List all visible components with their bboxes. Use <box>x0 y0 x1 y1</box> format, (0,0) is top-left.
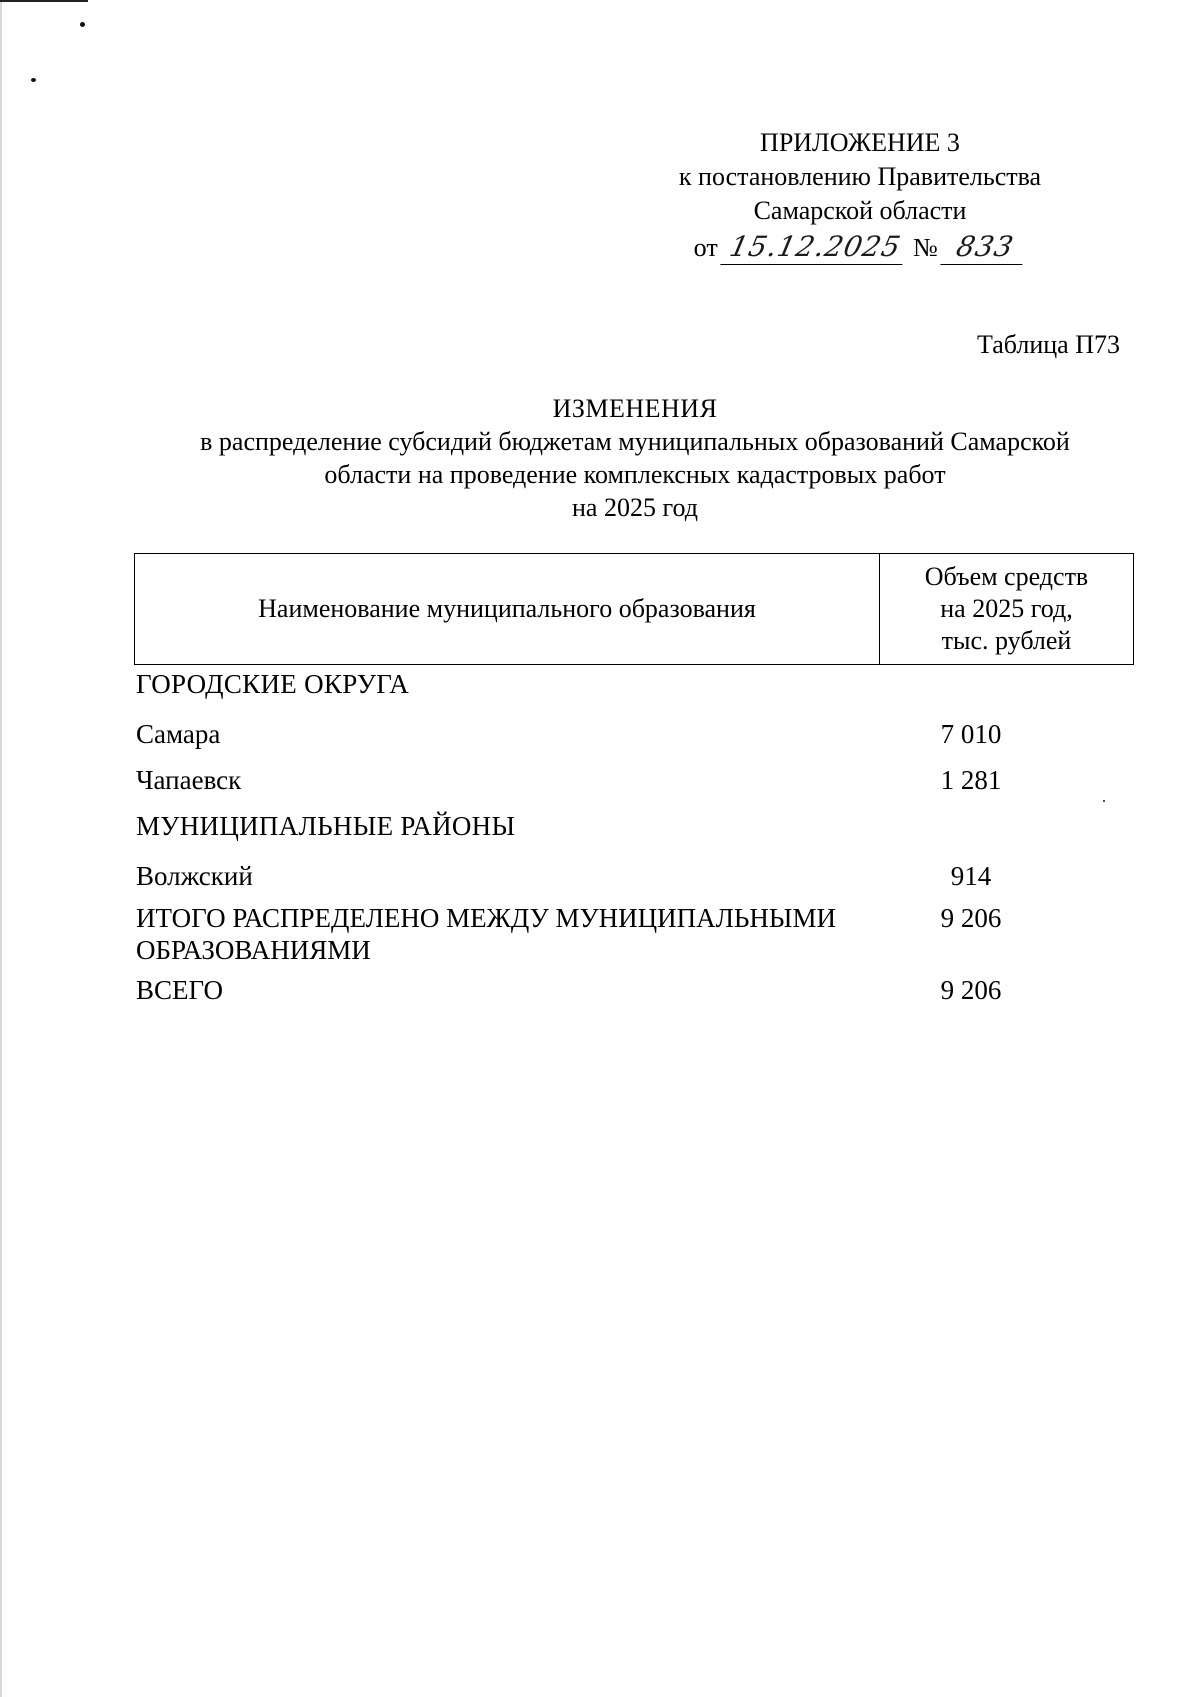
table-header <box>134 553 1134 665</box>
date-prefix: от <box>693 233 718 262</box>
appendix-title: ПРИЛОЖЕНИЕ 3 <box>760 128 960 157</box>
appendix-line-2: Самарской области <box>753 196 967 225</box>
row-value: 7 010 <box>940 719 1002 749</box>
header-amount-cell <box>880 554 1133 664</box>
row-name: Самара <box>136 719 221 749</box>
appendix-line-1: к постановлению Правительства <box>678 162 1042 191</box>
appendix-sign-line <box>600 230 1120 265</box>
row-value: 9 206 <box>940 975 1002 1005</box>
table-body <box>136 668 1136 1014</box>
table-row <box>136 902 1136 974</box>
header-amount-line: тыс. рублей <box>941 626 1072 655</box>
table-row <box>136 764 1136 810</box>
page-edge <box>0 0 2 1697</box>
row-value: 9 206 <box>940 903 1002 933</box>
row-value: 1 281 <box>940 765 1002 795</box>
table-label: Таблица П73 <box>977 330 1120 359</box>
row-value: 914 <box>950 861 992 891</box>
row-name-line: ОБРАЗОВАНИЯМИ <box>136 935 371 965</box>
table-row <box>136 974 1136 1014</box>
table-row <box>136 810 1136 860</box>
row-name: МУНИЦИПАЛЬНЫЕ РАЙОНЫ <box>136 811 516 841</box>
row-name: Волжский <box>136 861 253 891</box>
scan-speck <box>31 78 36 82</box>
header-amount-line: на 2025 год, <box>940 594 1073 623</box>
table-row <box>136 718 1136 764</box>
table-row <box>136 860 1136 902</box>
header-amount-line: Объем средств <box>924 562 1089 591</box>
number-prefix: № <box>913 233 938 262</box>
appendix-block <box>600 126 1120 265</box>
heading-line-2: области на проведение комплексных кадастровых работ <box>324 460 946 489</box>
scan-speck <box>80 22 85 27</box>
row-name: ГОРОДСКИЕ ОКРУГА <box>136 669 410 699</box>
heading-line-1: в распределение субсидий бюджетам муниципальных образований Самарской <box>200 427 1070 456</box>
row-name-line: ИТОГО РАСПРЕДЕЛЕНО МЕЖДУ МУНИЦИПАЛЬНЫМИ <box>136 903 836 933</box>
handwritten-date: 15.12.2025 <box>720 230 910 265</box>
heading-line-3: на 2025 год <box>572 493 698 522</box>
row-name <box>136 902 896 966</box>
handwritten-number: 833 <box>941 230 1030 265</box>
table-row <box>136 668 1136 718</box>
header-name-cell: Наименование муниципального образования <box>135 554 880 664</box>
scan-corner-mark <box>0 0 88 2</box>
heading-title: ИЗМЕНЕНИЯ <box>552 394 718 423</box>
row-name: ВСЕГО <box>136 975 223 1005</box>
document-heading <box>120 392 1150 524</box>
row-name: Чапаевск <box>136 765 242 795</box>
